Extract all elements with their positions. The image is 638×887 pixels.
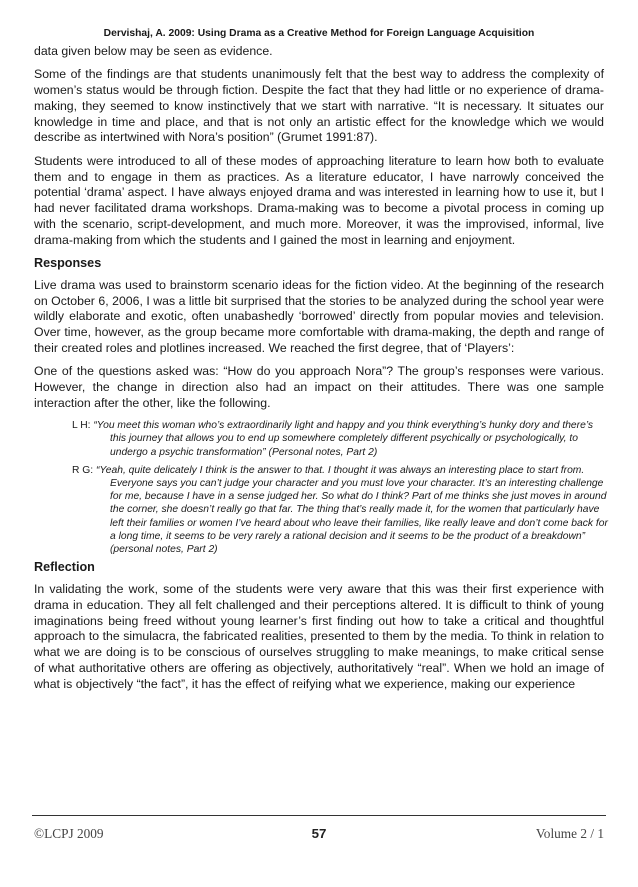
quote-text: “Yeah, quite delicately I think is the answer to that. I thought it was always an interesting place to start from. Everyone says you can’t judge your character and you must love your character. It’s an interesting challenge for me, because I have in a sense judged her. So what do I think? Part of me thinks she just moves in around the corner, she doesn’t really go that far. The thing that’s really made it, for the women that particularly have left their families or women I’ve heard about who leave their families, like really leave and don’t come back for a long time, it seems to be very rarely a rational decision and it seems to be the product of a breakdown” (personal notes, Part 2) bbox=[96, 464, 608, 556]
paragraph-intro: data given below may be seen as evidence. bbox=[34, 44, 273, 58]
heading-responses: Responses bbox=[34, 256, 102, 271]
paragraph-validation: In validating the work, some of the students were very aware that this was their first experience with drama in education. They all felt challenged and their perceptions altered. It is difficult to think of young imaginations being freed without young learner’s first finding out how to take a critical and thoughtful approach to the simulacra, the fabricated realities, presented to them by the media. To think in relation to what we are doing is to be conscious of ourselves struggling to make meanings, to make critical sense of what authoritative others are offering as objectively, authoritatively “real”. When we hold an image of what is objectively “the fact”, it has the effect of reifying what we experience, making our experience bbox=[34, 582, 604, 691]
block-quote bbox=[72, 464, 610, 556]
page-number: 57 bbox=[311, 826, 327, 841]
quote-speaker: L H: bbox=[72, 420, 94, 432]
copyright-text: ©LCPJ 2009 bbox=[34, 826, 104, 841]
block-quote bbox=[72, 419, 610, 459]
paragraph-live-drama: Live drama was used to brainstorm scenario ideas for the fiction video. At the beginning of the research on October 6, 2006, I was a little bit surprised that the stories to be analyzed during the school year were wildly elaborate and exotic, often unabashedly ‘borrowed’ directly from popular movies and television. Over time, however, as the group became more comfortable with drama-making, the depth and range of their created roles and plotlines increased. We reached the first degree, that of ‘Players’: bbox=[34, 277, 604, 356]
quote-speaker: R G: bbox=[72, 464, 97, 476]
volume-label: Volume 2 / 1 bbox=[535, 826, 604, 841]
paragraph-modes: Students were introduced to all of these modes of approaching literature to learn how both to evaluate them and to engage in them as practices. As a literature educator, I have narrowly conceived the potential ‘drama’ aspect. I have always enjoyed drama and was interested in learning how to use it, but I had never facilitated drama workshops. Drama-making was to become a pivotal process in coming up with the scenario, script-development, and much more. Moreover, it was the improvised, informal, live drama-making from which the students and I gained the most in learning and enjoyment. bbox=[34, 153, 604, 247]
heading-reflection: Reflection bbox=[34, 560, 95, 575]
paragraph-nora-question: One of the questions asked was: “How do you approach Nora”? The group’s responses were various. However, the change in direction also had an impact on their attitudes. There was one sample interaction after the other, like the following. bbox=[34, 364, 604, 410]
quote-text: “You meet this woman who’s extraordinarily light and happy and you think everything’s hunky dory and there’s this journey that allows you to end up somewhere completely different psychically or psychologically, to undergo a psychic transformation” (Personal notes, Part 2) bbox=[93, 420, 594, 458]
running-header: Dervishaj, A. 2009: Using Drama as a Creative Method for Foreign Language Acquisition bbox=[103, 28, 535, 39]
paragraph-findings: Some of the findings are that students unanimously felt that the best way to address the complexity of women’s status would be through fiction. Despite the fact that they had little or no experience of drama-making, they seemed to know instinctively that we start with narrative. “It is necessary. It situates our knowledge in time and place, and that is not only an artistic effect for the knowledge which we would describe as intertwined with Nora’s position” (Grumet 1991:87). bbox=[34, 67, 604, 145]
article-body bbox=[34, 44, 608, 700]
footer-divider bbox=[32, 815, 606, 816]
